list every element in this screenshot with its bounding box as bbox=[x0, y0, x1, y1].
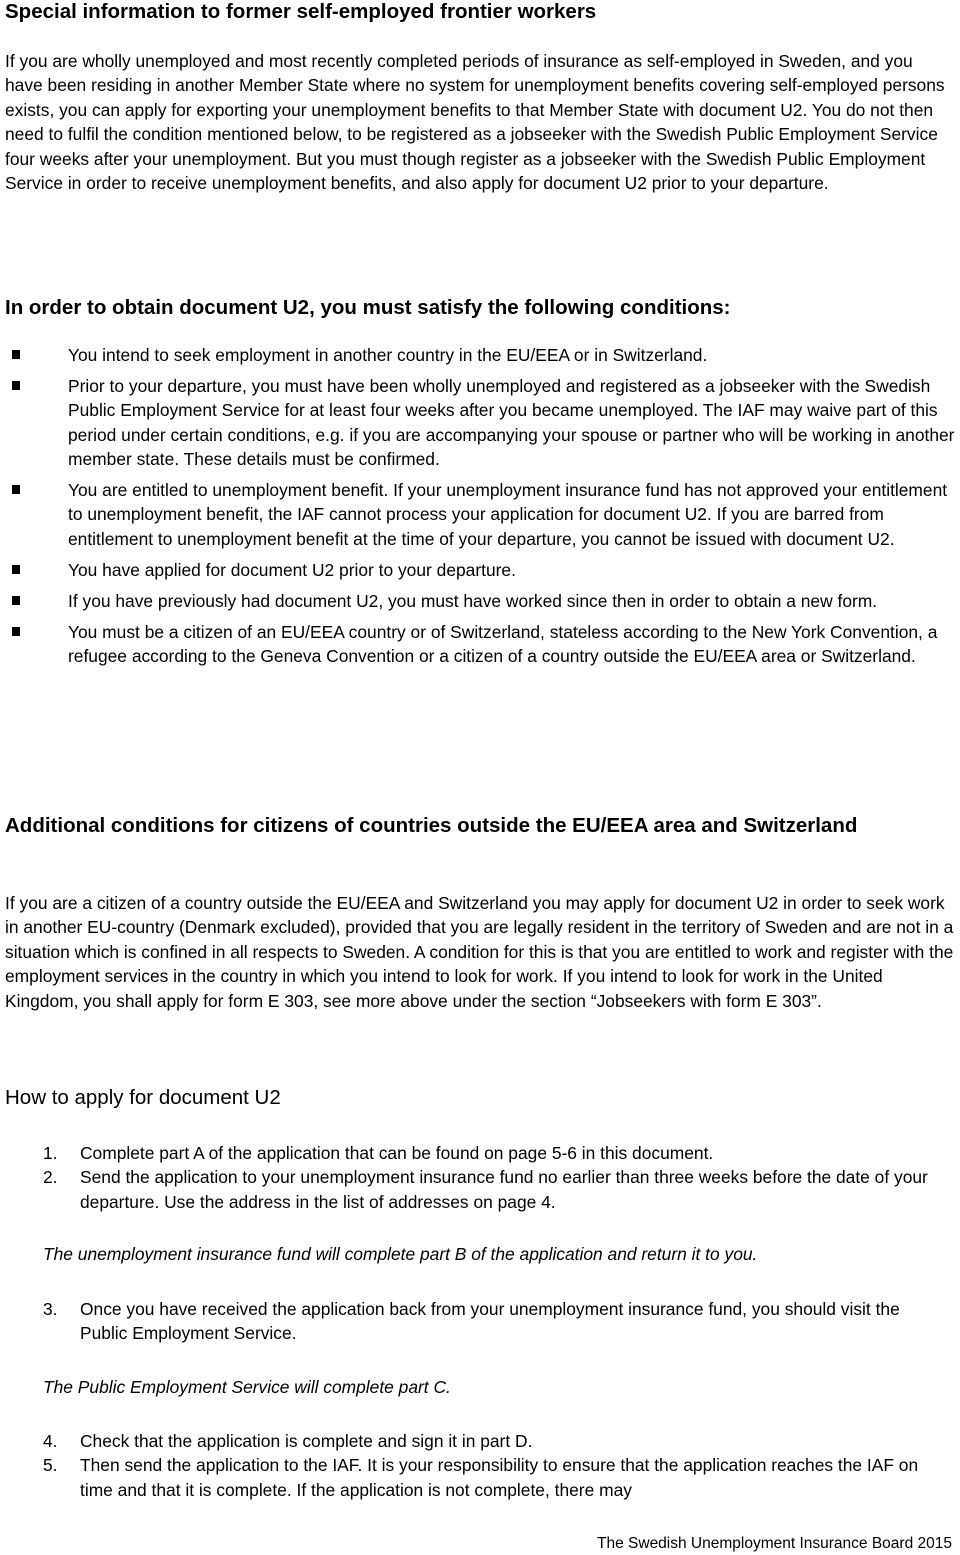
step-number: 3. bbox=[43, 1299, 58, 1319]
step-item bbox=[43, 1453, 948, 1502]
step-item bbox=[43, 1429, 948, 1453]
condition-text: You are entitled to unemployment benefit. If your unemployment insurance fund has not approved your entitlement to unemployment benefit, the IAF cannot process your application for document U2. If you are barred from entitlement to unemployment benefit at the time of your departure, you cannot be issued with document U2. bbox=[68, 480, 948, 549]
condition-text: If you have previously had document U2, you must have worked since then in order to obtain a new form. bbox=[68, 590, 878, 611]
condition-text: Prior to your departure, you must have been wholly unemployed and registered as a jobseeker with the Swedish Public Employment Service for at least four weeks after you became unemployed. The IAF may waive part of this period under certain conditions, e.g. if you are accompanying your spouse or partner who will be working in another member state. These details must be confirmed. bbox=[68, 375, 955, 470]
frontier-workers-paragraph: If you are wholly unemployed and most recently completed periods of insurance as self-employed in Sweden, and you have been residing in another Member State where no system for unemployment benefits covering self-employed persons exists, you can apply for exporting your unemployment benefits to that Member State with document U2. You do not then need to fulfil the condition mentioned below, to be registered as a jobseeker with the Swedish Public Employment Service four weeks after your unemployment. But you must though register as a jobseeker with the Swedish Public Employment Service in order to receive unemployment benefits, and also apply for document U2 prior to your departure. bbox=[5, 51, 945, 194]
conditions-heading: In order to obtain document U2, you must satisfy the following conditions: bbox=[5, 296, 731, 319]
fund-completes-part-b-note: The unemployment insurance fund will complete part B of the application and return it to you. bbox=[43, 1244, 758, 1264]
condition-item bbox=[12, 343, 957, 367]
step-number: 5. bbox=[43, 1455, 58, 1476]
condition-item bbox=[12, 620, 957, 669]
step-item bbox=[43, 1297, 948, 1346]
condition-text: You have applied for document U2 prior to your departure. bbox=[68, 559, 516, 580]
step-item bbox=[43, 1165, 948, 1214]
step-text: Complete part A of the application that can be found on page 5-6 in this document. bbox=[80, 1143, 714, 1163]
step-number: 1. bbox=[43, 1143, 58, 1163]
page-footer: The Swedish Unemployment Insurance Board 2015 bbox=[597, 1535, 952, 1552]
step-number: 4. bbox=[43, 1431, 58, 1451]
step-text: Check that the application is complete and sign it in part D. bbox=[80, 1431, 533, 1451]
condition-item bbox=[12, 478, 957, 551]
additional-conditions-paragraph: If you are a citizen of a country outside the EU/EEA and Switzerland you may apply for document U2 in order to seek work in another EU-country (Denmark excluded), provided that you are legally resident in the territory of Sweden and are not in a situation which is confined in all respects to Sweden. A condition for this is that you are entitled to work and register with the employment services in the country in which you intend to look for work. If you intend to look for work in the United Kingdom, you shall apply for form E 303, see more above under the section “Jobseekers with form E 303”. bbox=[5, 893, 954, 1011]
square-bullet-icon bbox=[12, 485, 20, 494]
square-bullet-icon bbox=[12, 350, 20, 359]
steps-list-b bbox=[43, 1297, 948, 1346]
condition-text: You must be a citizen of an EU/EEA country or of Switzerland, stateless according to the New York Convention, a refugee according to the Geneva Convention or a citizen of a country outside the EU/EEA area or Switzerland. bbox=[68, 621, 938, 666]
square-bullet-icon bbox=[12, 565, 20, 574]
step-text: Send the application to your unemployment insurance fund no earlier than three weeks before the date of your departure. Use the address in the list of addresses on page 4. bbox=[80, 1167, 928, 1212]
conditions-list bbox=[12, 343, 957, 675]
step-text: Then send the application to the IAF. It is your responsibility to ensure that the application reaches the IAF on time and that it is complete. If the application is not complete, there may bbox=[80, 1455, 919, 1500]
condition-item bbox=[12, 589, 957, 613]
section-title-frontier-workers: Special information to former self-employed frontier workers bbox=[5, 0, 597, 23]
square-bullet-icon bbox=[12, 627, 20, 636]
square-bullet-icon bbox=[12, 596, 20, 605]
steps-list-c bbox=[43, 1429, 948, 1502]
square-bullet-icon bbox=[12, 381, 20, 390]
step-number: 2. bbox=[43, 1167, 58, 1188]
employment-service-part-c-note: The Public Employment Service will complete part C. bbox=[43, 1377, 451, 1397]
condition-text: You intend to seek employment in another country in the EU/EEA or in Switzerland. bbox=[68, 345, 708, 365]
step-item bbox=[43, 1141, 948, 1165]
steps-list-a bbox=[43, 1141, 948, 1214]
additional-conditions-heading: Additional conditions for citizens of countries outside the EU/EEA area and Switzerland bbox=[5, 814, 858, 837]
condition-item bbox=[12, 558, 957, 582]
condition-item bbox=[12, 374, 957, 472]
how-to-apply-heading: How to apply for document U2 bbox=[5, 1086, 281, 1109]
step-text: Once you have received the application back from your unemployment insurance fund, you should visit the Public Employment Service. bbox=[80, 1299, 900, 1344]
